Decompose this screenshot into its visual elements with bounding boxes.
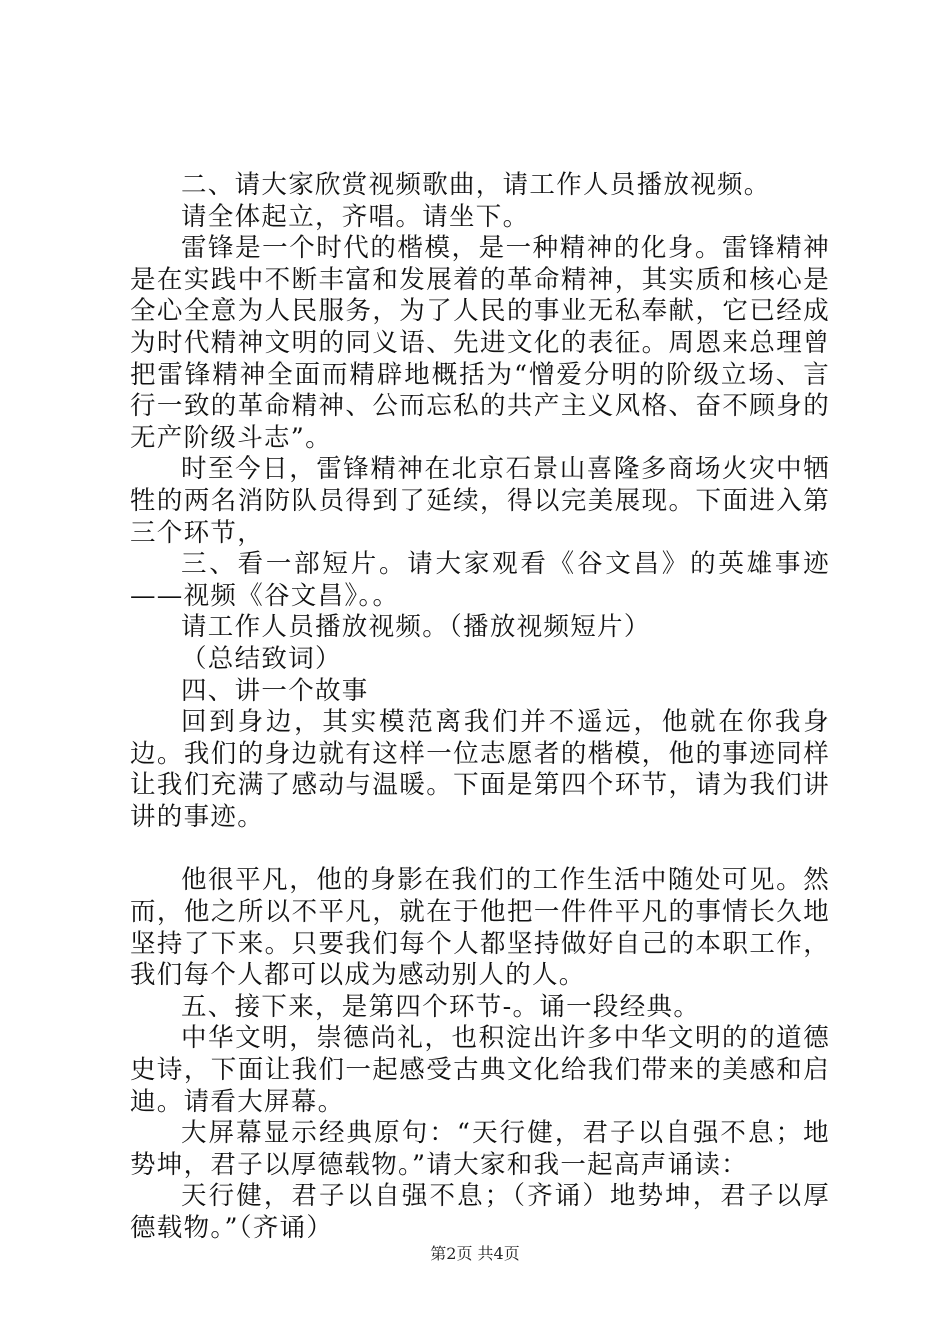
paragraph-summary: （总结致词）	[181, 643, 342, 674]
paragraph-play-video: 请工作人员播放视频。（播放视频短片）	[181, 612, 651, 643]
document-body	[130, 170, 830, 1245]
paragraph-ordinary-person: 他很平凡，他的身影在我们的工作生活中随处可见。然而，他之所以不平凡，就在于他把一件件平凡的事情长久地坚持了下来。只要我们每个人都坚持做好自己的本职工作，我们每个人都可以成为感动别人的人。	[130, 865, 830, 991]
paragraph-section-two: 二、请大家欣赏视频歌曲，请工作人员播放视频。	[181, 170, 771, 200]
paragraph-stand-and-sing: 请全体起立，齐唱。请坐下。	[181, 201, 530, 232]
paragraph-back-to-us: 回到身边，其实模范离我们并不遥远，他就在你我身边。我们的身边就有这样一位志愿者的楷模，他的事迹同样让我们充满了感动与温暖。下面是第四个环节，请为我们讲讲的事迹。	[130, 707, 830, 832]
paragraph-section-three: 三、看一部短片。请大家观看《谷文昌》的英雄事迹——视频《谷文昌》。。	[130, 549, 830, 611]
paragraph-section-four: 四、讲一个故事	[181, 675, 369, 706]
paragraph-gap	[130, 833, 830, 865]
paragraph-section-five: 五、接下来，是第四个环节-。诵一段经典。	[181, 991, 701, 1022]
paragraph-firefighters: 时至今日，雷锋精神在北京石景山喜隆多商场火灾中牺牲的两名消防队员得到了延续，得以完美展现。下面进入第三个环节，	[130, 454, 830, 548]
paragraph-big-screen-classic: 大屏幕显示经典原句：“天行健，君子以自强不息；地势坤，君子以厚德载物。”请大家和我一起高声诵读：	[130, 1118, 830, 1180]
paragraph-recitation: 天行健，君子以自强不息；（齐诵）地势坤，君子以厚德载物。”（齐诵）	[130, 1181, 830, 1243]
paragraph-lei-feng-spirit: 雷锋是一个时代的楷模，是一种精神的化身。雷锋精神是在实践中不断丰富和发展着的革命精神，其实质和核心是全心全意为人民服务，为了人民的事业无私奉献，它已经成为时代精神文明的同义语、先进文化的表征。周恩来总理曾把雷锋精神全面而精辟地概括为“憎爱分明的阶级立场、言行一致的革命精神、公而忘私的共产主义风格、奋不顾身的无产阶级斗志”。	[130, 233, 830, 453]
paragraph-chinese-civilization: 中华文明，崇德尚礼，也积淀出许多中华文明的的道德史诗，下面让我们一起感受古典文化给我们带来的美感和启迪。请看大屏幕。	[130, 1023, 830, 1117]
page-number-footer: 第2页 共4页	[430, 1244, 520, 1263]
